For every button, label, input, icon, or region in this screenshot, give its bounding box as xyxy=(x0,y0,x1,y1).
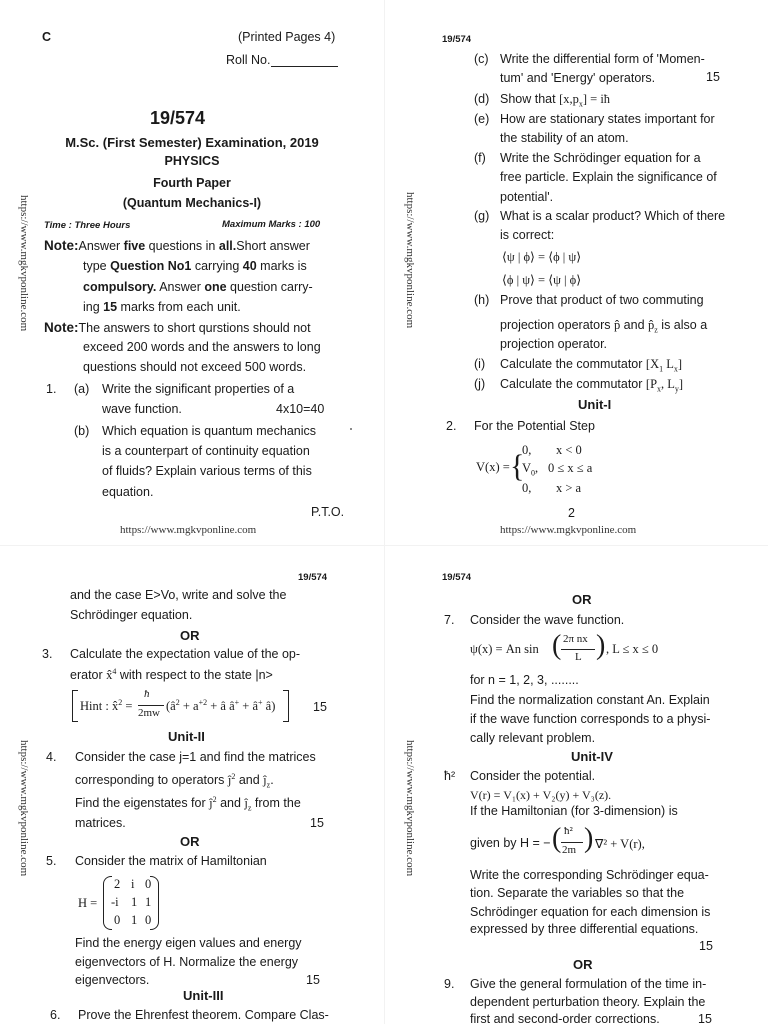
matrix-cell: 1 xyxy=(131,913,138,927)
question-1c-line-2: tum' and 'Energy' operators. xyxy=(500,71,656,85)
note-1-line-3: compulsory. Answer one question carry- xyxy=(83,280,313,294)
or-divider-2: OR xyxy=(573,957,593,972)
note-1-line-2: type Question No1 carrying 40 marks is xyxy=(83,259,307,273)
unit-4-heading: Unit-IV xyxy=(571,749,613,764)
paper-number: Fourth Paper xyxy=(153,176,231,190)
question-4-marks: 15 xyxy=(310,816,324,830)
question-1d-text: Show that $[x,p_x]$ = iħ xyxy=(500,92,611,109)
question-9-line-1: Give the general formulation of the time in- xyxy=(470,977,707,991)
question-1d-label: (d) xyxy=(474,92,490,106)
page-gutter-vertical xyxy=(384,0,385,1024)
question-1e-label: (e) xyxy=(474,112,490,126)
side-watermark: https://www.mgkvponline.com xyxy=(18,195,30,332)
case-1-condition: x < 0 xyxy=(556,443,582,457)
question-1b-line-1: Which equation is quantum mechanics xyxy=(102,424,317,438)
scan-speck xyxy=(350,428,352,430)
matrix-cell: 0 xyxy=(145,913,152,927)
hamiltonian-fraction-numerator: ħ² xyxy=(564,825,573,837)
hamiltonian-right-paren: ) xyxy=(584,823,594,854)
series-letter: C xyxy=(42,30,52,44)
question-8-line-1: Consider the potential. xyxy=(470,769,596,783)
footer-url: https://www.mgkvponline.com xyxy=(500,524,637,536)
question-5-line-4: eigenvectors. xyxy=(75,973,150,987)
question-1b-label: (b) xyxy=(74,424,90,438)
question-6-line-1: Prove the Ehrenfest theorem. Compare Clas- xyxy=(78,1008,329,1022)
hint-fraction-numerator: ħ xyxy=(144,688,150,700)
question-9-line-2: dependent perturbation theory. Explain the xyxy=(470,995,706,1009)
paper-code: 19/574 xyxy=(150,108,206,128)
question-7-line-3: Find the normalization constant An. Explain xyxy=(470,693,710,707)
question-4-line-1: Consider the case j=1 and find the matrices xyxy=(75,750,316,764)
page-header-code: 19/574 xyxy=(442,34,472,45)
unit-3-heading: Unit-III xyxy=(183,988,224,1003)
question-1h-line-3: projection operator. xyxy=(500,337,608,351)
question-1a-line-1: Write the significant properties of a xyxy=(102,382,295,396)
question-7-line-4: if the wave function corresponds to a physi- xyxy=(470,712,711,726)
psi-lhs: ψ(x) = An sin xyxy=(470,642,539,656)
question-7-line-5: cally relevant problem. xyxy=(470,731,596,745)
question-3-line-2: erator x̂$^4$ with respect to the state |n> xyxy=(70,667,273,683)
psi-fraction-numerator: 2π nx xyxy=(563,633,588,645)
matrix-cell: 1 xyxy=(145,895,152,909)
question-2-number: 2. xyxy=(446,419,457,433)
case-2-condition: 0 ≤ x ≤ a xyxy=(548,461,593,475)
hamiltonian-left-paren: ( xyxy=(552,823,562,854)
hamiltonian-fraction-bar xyxy=(561,842,583,843)
question-1h-line-2: projection operators p̂ and $p̂_z$ is also a xyxy=(500,318,708,335)
side-watermark: https://www.mgkvponline.com xyxy=(404,192,416,329)
roll-no-label: Roll No. xyxy=(226,53,271,67)
question-1j-text: Calculate the commutator [$P_x$, $L_y$] xyxy=(500,377,684,394)
hint-fraction-bar xyxy=(138,705,164,706)
question-7-number: 7. xyxy=(444,613,455,627)
question-1g-equation-2: ⟨ϕ | ψ⟩ = ⟨ψ | ϕ⟩ xyxy=(502,273,582,287)
page-number: 2 xyxy=(568,506,575,520)
question-1a-label: (a) xyxy=(74,382,90,396)
matrix-cell: -i xyxy=(111,895,119,909)
question-1c-line-1: Write the differential form of 'Momen- xyxy=(500,52,705,66)
question-1a-line-2: wave function. xyxy=(102,402,182,416)
note-1-line-4: ing 15 marks from each unit. xyxy=(83,300,241,314)
maximum-marks: Maximum Marks : 100 xyxy=(222,219,321,230)
psi-range: , L ≤ x ≤ 0 xyxy=(606,642,659,656)
hint-fraction-denominator: 2mw xyxy=(138,707,160,719)
question-1j-label: (j) xyxy=(474,377,486,391)
hamiltonian-fraction-denominator: 2m xyxy=(562,844,577,856)
page-header-code: 19/574 xyxy=(298,572,328,583)
unit-2-heading: Unit-II xyxy=(168,729,205,744)
paper-topic: (Quantum Mechanics-I) xyxy=(122,196,262,210)
question-8-line-2: If the Hamiltonian (for 3-dimension) is xyxy=(470,804,678,818)
question-8-line-7: expressed by three differential equations. xyxy=(470,922,699,936)
question-8-line-6: Schrödinger equation for each dimension is xyxy=(470,905,711,919)
question-8-number: ħ² xyxy=(444,769,456,783)
please-turn-over: P.T.O. xyxy=(311,505,345,519)
question-5-number: 5. xyxy=(46,854,57,868)
time-allowed: Time : Three Hours xyxy=(44,220,131,231)
footer-url: https://www.mgkvponline.com xyxy=(120,524,257,536)
page-gutter-horizontal xyxy=(0,545,768,546)
case-3-condition: x > a xyxy=(556,481,582,495)
question-5-line-2: Find the energy eigen values and energy xyxy=(75,936,302,950)
psi-fraction-bar xyxy=(561,649,595,650)
exam-title: M.Sc. (First Semester) Examination, 2019 xyxy=(65,135,319,150)
or-divider-1: OR xyxy=(180,628,200,643)
hint-lhs: Hint : x̂$^2$ = xyxy=(80,698,133,714)
psi-left-paren: ( xyxy=(552,630,562,661)
matrix-cell: 0 xyxy=(145,877,152,891)
question-5-line-3: eigenvectors of H. Normalize the energy xyxy=(75,955,299,969)
question-1c-marks: 15 xyxy=(706,70,720,84)
hamiltonian-lhs: given by H = − xyxy=(470,836,551,850)
question-6-number: 6. xyxy=(50,1008,61,1022)
note-2-line-1: Note:The answers to short qurstions should not xyxy=(44,320,311,335)
question-1h-label: (h) xyxy=(474,293,490,307)
question-1i-text: Calculate the commutator [$X_1$ $L_x$] xyxy=(500,357,683,374)
question-7-line-2: for n = 1, 2, 3, ........ xyxy=(470,673,579,687)
or-divider-1: OR xyxy=(572,592,592,607)
question-1g-line-1: What is a scalar product? Which of there xyxy=(500,209,726,223)
question-3-marks: 15 xyxy=(313,700,327,714)
roll-no-blank xyxy=(271,66,338,67)
question-1f-line-1: Write the Schrödinger equation for a xyxy=(500,151,701,165)
question-1-number: 1. xyxy=(46,382,57,396)
side-watermark: https://www.mgkvponline.com xyxy=(404,740,416,877)
question-3-line-1: Calculate the expectation value of the op- xyxy=(70,647,301,661)
question-1g-equation-1: ⟨ψ | ϕ⟩ = ⟨ϕ | ψ⟩ xyxy=(502,250,582,264)
matrix-cell: 1 xyxy=(131,895,138,909)
question-5-marks: 15 xyxy=(306,973,320,987)
question-8-line-5: tion. Separate the variables so that the xyxy=(470,886,685,900)
question-1f-label: (f) xyxy=(474,151,486,165)
question-8-marks: 15 xyxy=(699,939,713,953)
note-2-line-3: questions should not exceed 500 words. xyxy=(83,360,307,374)
matrix-cell: 0 xyxy=(114,913,121,927)
question-1b-line-3: of fluids? Explain various terms of this xyxy=(102,464,312,478)
q2-continued-line-1: and the case E>Vo, write and solve the xyxy=(70,588,287,602)
question-5-line-1: Consider the matrix of Hamiltonian xyxy=(75,854,267,868)
question-1-marks: 4x10=40 xyxy=(276,402,325,416)
question-8-line-4: Write the corresponding Schrödinger equa- xyxy=(470,868,709,882)
question-3-number: 3. xyxy=(42,647,53,661)
printed-pages: (Printed Pages 4) xyxy=(238,30,336,44)
unit-1-heading: Unit-I xyxy=(578,397,612,412)
side-watermark: https://www.mgkvponline.com xyxy=(18,740,30,877)
case-2-value: $V_0$, xyxy=(522,461,539,478)
question-1b-line-2: is a counterpart of continuity equation xyxy=(102,444,310,458)
question-1g-line-2: is correct: xyxy=(500,228,555,242)
or-divider-2: OR xyxy=(180,834,200,849)
question-4-line-4: matrices. xyxy=(75,816,126,830)
question-1i-label: (i) xyxy=(474,357,486,371)
question-1e-line-1: How are stationary states important for xyxy=(500,112,715,126)
question-8-potential-equation: V(r) = V₁(x) + V₂(y) + V₃(z). xyxy=(470,788,612,802)
question-4-line-2: corresponding to operators $ĵ^2$ and $ĵ_z$. xyxy=(75,772,274,790)
question-1f-line-3: potential'. xyxy=(500,190,554,204)
matrix-cell: i xyxy=(131,877,135,891)
question-1g-label: (g) xyxy=(474,209,490,223)
psi-fraction-denominator: L xyxy=(575,651,582,663)
matrix-right-paren xyxy=(150,876,159,930)
subject: PHYSICS xyxy=(164,154,220,168)
question-2-text: For the Potential Step xyxy=(474,419,595,433)
case-1-value: 0, xyxy=(522,443,532,457)
question-1e-line-2: the stability of an atom. xyxy=(500,131,629,145)
hamiltonian-rhs: ∇² + V(r), xyxy=(595,837,645,851)
case-3-value: 0, xyxy=(522,481,532,495)
psi-right-paren: ) xyxy=(596,630,606,661)
question-9-line-3: first and second-order corrections. xyxy=(470,1012,660,1026)
question-1f-line-2: free particle. Explain the significance of xyxy=(500,170,717,184)
question-4-line-3: Find the eigenstates for $ĵ^2$ and $ĵ_z$ from the xyxy=(75,795,301,813)
matrix-cell: 2 xyxy=(114,877,121,891)
potential-lhs: V(x) = xyxy=(476,460,510,474)
left-brace: { xyxy=(510,449,525,484)
question-7-line-1: Consider the wave function. xyxy=(470,613,625,627)
page-header-code: 19/574 xyxy=(442,572,472,583)
q2-continued-line-2: Schrödinger equation. xyxy=(70,608,193,622)
question-1b-line-4: equation. xyxy=(102,485,154,499)
note-2-line-2: exceed 200 words and the answers to long xyxy=(83,340,321,354)
question-1h-line-1: Prove that product of two commuting xyxy=(500,293,704,307)
question-4-number: 4. xyxy=(46,750,57,764)
note-1-line-1: Note:Answer five questions in all.Short answer xyxy=(44,238,310,253)
question-9-number: 9. xyxy=(444,977,455,991)
hint-rhs: ($â^2 + a^{+2}$ + â â+ + â+ â) xyxy=(166,698,276,714)
question-1c-label: (c) xyxy=(474,52,489,66)
question-9-marks: 15 xyxy=(698,1012,712,1026)
matrix-lhs: H = xyxy=(78,896,98,910)
